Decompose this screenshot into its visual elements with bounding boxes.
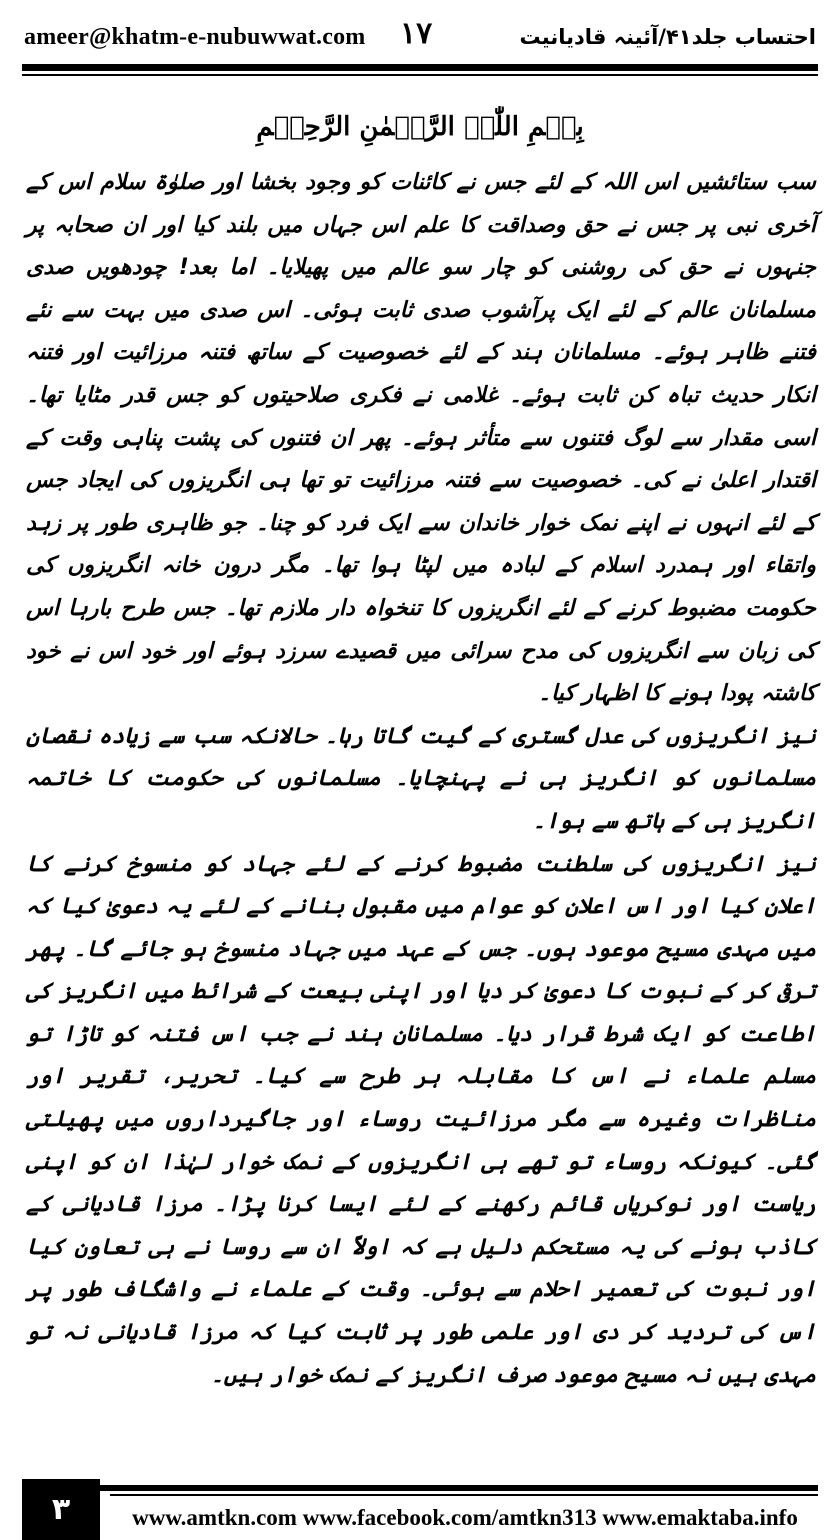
footer-rule-thin (110, 1494, 818, 1496)
footer-rule-thick (22, 1485, 818, 1491)
paragraph-1: سب ستائشیں اس اللہ کے لئے جس نے کائنات کو وجود بخشا اور صلوٰۃ سلام اس کے آخری نبی پر جس نے حق وصداقت کا علم اس جہاں میں بلند کیا اور ان صحابہ پر جنہوں نے حق کی روشنی کو چار سو عالم میں پھیلایا۔ اما بعد! چودھویں صدی مسلمانان عالم کے لئے ایک پرآشوب صدی ثابت ہوئی۔ اس صدی میں بہت سے نئے فتنے ظاہر ہوئے۔ مسلمانان ہند کے لئے خصوصیت کے ساتھ فتنہ مرزائیت اور فتنہ انکار حدیث تباہ کن ثابت ہوئے۔ غلامی نے فکری صلاحیتوں کو جس قدر مٹایا تھا۔ اسی مقدار سے لوگ فتنوں سے متأثر ہوئے۔ پھر ان فتنوں کی پشت پناہی وقت کے اقتدار اعلیٰ نے کی۔ خصوصیت سے فتنہ مرزائیت تو تھا ہی انگریزوں کی ایجاد جس کے لئے انہوں نے اپنے نمک خوار خاندان سے ایک فرد کو چنا۔ جو ظاہری طور پر زہد واتقاء اور ہمدرد اسلام کے لبادہ میں لپٹا ہوا تھا۔ مگر درون خانہ انگریزوں کی حکومت مضبوط کرنے کے لئے انگریزوں کا تنخواہ دار ملازم تھا۔ جس طرح بارہا اس کی زبان سے انگریزوں کی مدح سرائی میں قصیدے سرزد ہوئے اور خود اس نے خود کاشتہ پودا ہونے کا اظہار کیا۔ (26, 170, 816, 707)
footer-number: ۳ (51, 1492, 71, 1527)
paragraph-2: نیز انگریزوں کی عدل گستری کے گیت گاتا رہا۔ حالانکہ سب سے زیادہ نقصان مسلمانوں کو انگریز ہی نے پہنچایا۔ مسلمانوں کی حکومت کا خاتمہ انگریز ہی کے ہاتھ سے ہوا۔ (26, 723, 816, 834)
header-title: احتساب جلد۴۱/آئینہ قادیانیت (519, 25, 816, 49)
header-page-number: ۱۷ (400, 16, 433, 51)
header-rule-thick (22, 64, 818, 71)
bismillah: بِسۡمِ اللّٰہِ الرَّحۡمٰنِ الرَّحِیۡمِ (256, 112, 584, 142)
footer-number-box (22, 1479, 100, 1540)
page-header (24, 14, 816, 60)
paragraph-3: نیز انگریزوں کی سلطنت مضبوط کرنے کے لئے جہاد کو منسوخ کرنے کا اعلان کیا اور اس اعلان کو عوام میں مقبول بنانے کے لئے یہ دعویٰ کیا کہ میں مہدی مسیح موعود ہوں۔ جس کے عہد میں جہاد منسوخ ہو جائے گا۔ پھر ترقی کر کے نبوت کا دعویٰ کر دیا اور اپنی بیعت کے شرائط میں انگریز کی اطاعت کو ایک شرط قرار دیا۔ مسلمانان ہند نے جب اس فتنہ کو تاڑا تو مسلم علماء نے اس کا مقابلہ ہر طرح سے کیا۔ تحریر، تقریر اور مناظرات وغیرہ سے مگر مرزائیت روساء اور جاگیرداروں میں پھیلتی گئی۔ کیونکہ روساء تو تھے ہی انگریزوں کے نمک خوار لہٰذا ان کو اپنی ریاست اور نوکریاں قائم رکھنے کے لئے ایسا کرنا پڑا۔ مرزا قادیانی کے کاذب ہونے کی یہ مستحکم دلیل ہے کہ اولاً ان سے روسا نے ہی تعاون کیا اور نبوت کی تعمیر احلام سے ہوئی۔ وقت کے علماء نے واشگاف طور پر اس کی تردید کر دی اور علمی طور پر ثابت کیا کہ مرزا قادیانی نہ تو مہدی ہیں نہ مسیح موعود صرف انگریز کے نمک خوار ہیں۔ (26, 851, 816, 1388)
footer-links: www.amtkn.com www.facebook.com/amtkn313 www.emaktaba.info (132, 1505, 798, 1530)
header-rule-thin (22, 74, 818, 76)
body-text (26, 162, 816, 1462)
header-email: ameer@khatm-e-nubuwwat.com (24, 23, 366, 50)
